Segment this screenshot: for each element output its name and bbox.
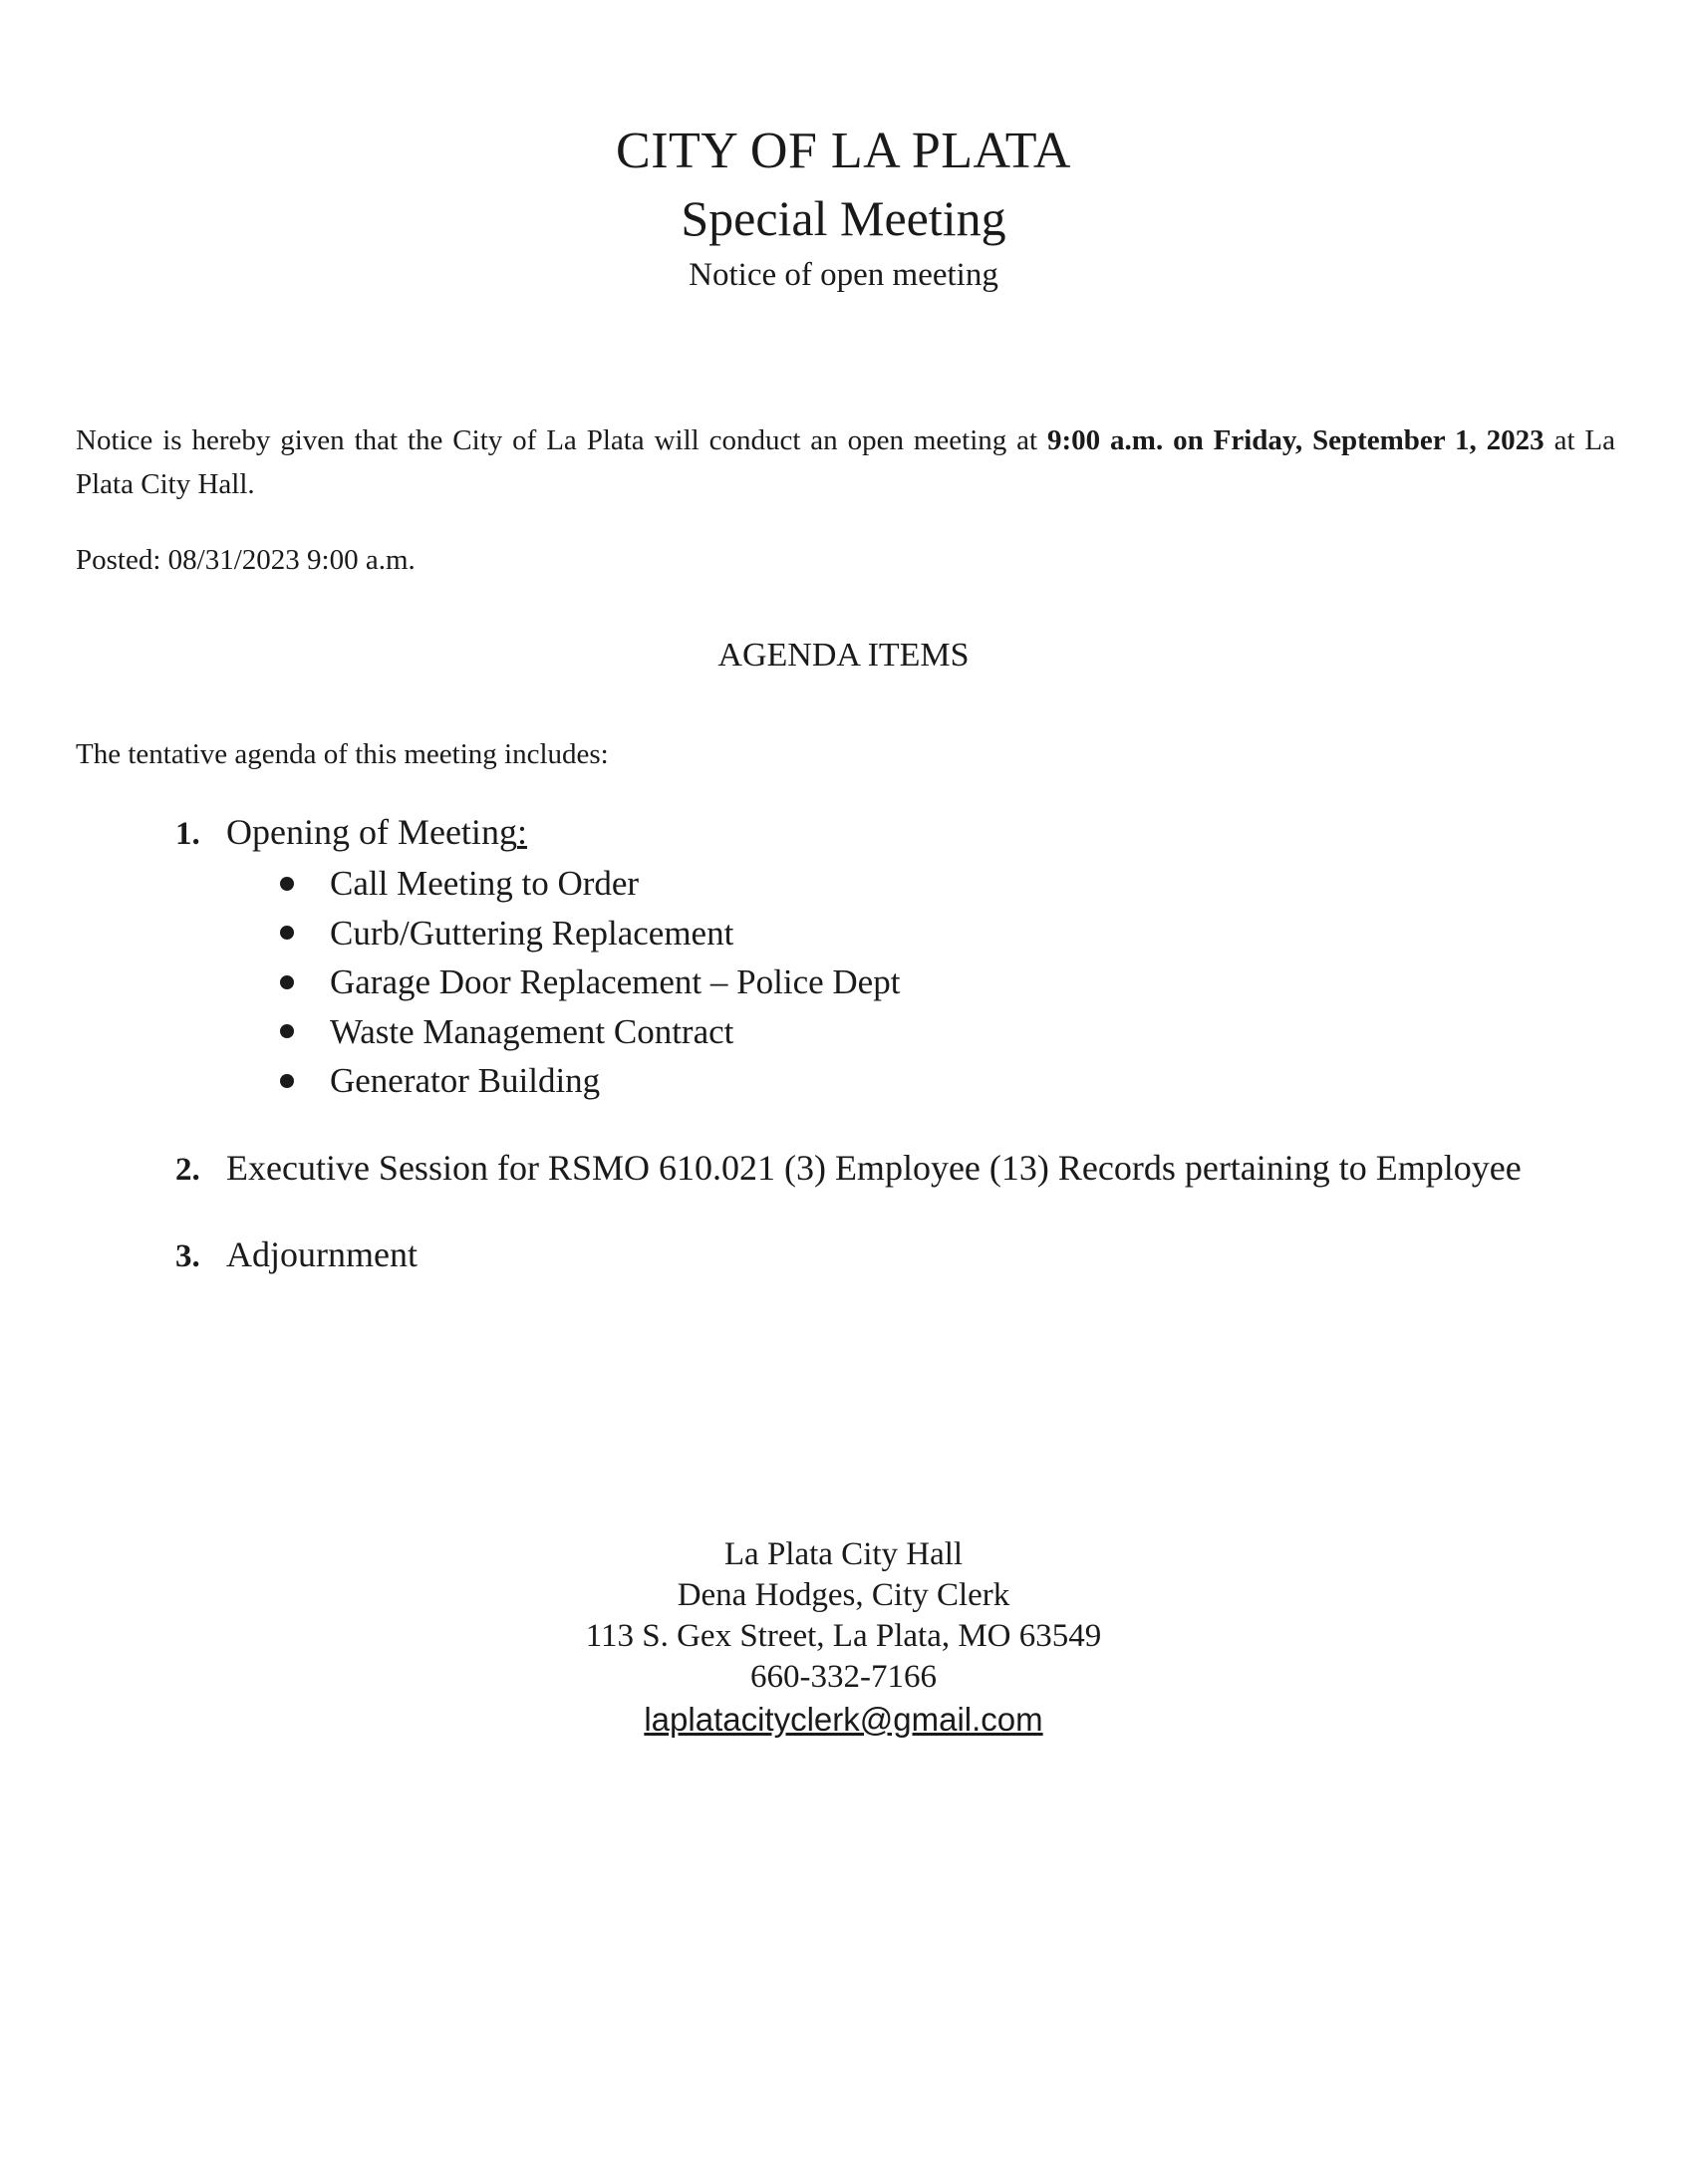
notice-label: Notice of open meeting — [689, 257, 998, 293]
agenda-item — [175, 807, 1650, 859]
agenda-subitem-text: Waste Management Contract — [330, 1011, 734, 1051]
agenda-item-label: Adjournment — [226, 1233, 418, 1274]
bullet-icon — [280, 877, 294, 891]
agenda-item — [175, 1143, 1650, 1195]
agenda-subitem — [280, 1056, 1650, 1106]
agenda-subitem — [280, 1007, 1650, 1057]
agenda-subitem-text: Generator Building — [330, 1061, 601, 1100]
agenda-subitems — [280, 859, 1650, 1106]
agenda-subitem — [280, 859, 1650, 909]
page-title: CITY OF LA PLATA — [616, 123, 1071, 179]
agenda-subitem-text: Curb/Guttering Replacement — [330, 913, 734, 953]
agenda-intro: The tentative agenda of this meeting includes: — [76, 738, 609, 770]
agenda-item-label — [226, 807, 527, 857]
contact-email-link[interactable]: laplatacityclerk@gmail.com — [644, 1701, 1043, 1738]
agenda-item — [175, 1229, 1650, 1281]
meeting-place: at La Plata City Hall. — [76, 424, 1616, 500]
agenda-item-label: Executive Session for RSMO 610.021 (3) Employee (13) Records pertaining to Employee — [226, 1147, 1522, 1188]
agenda-heading: AGENDA ITEMS — [717, 637, 970, 674]
document-header — [0, 118, 1687, 299]
agenda-list — [175, 807, 1650, 1281]
agenda-subitem — [280, 909, 1650, 958]
contact-place: La Plata City Hall — [723, 1536, 964, 1572]
bullet-icon — [280, 926, 294, 940]
meeting-type: Special Meeting — [681, 190, 1006, 246]
posted-timestamp: Posted: 08/31/2023 9:00 a.m. — [76, 544, 416, 576]
bullet-icon — [280, 1024, 294, 1038]
agenda-item-number: 2. — [175, 1151, 200, 1188]
contact-clerk: Dena Hodges, City Clerk — [677, 1577, 1010, 1613]
agenda-item-number: 1. — [175, 816, 200, 852]
bullet-icon — [280, 975, 294, 989]
agenda-item-number: 3. — [175, 1237, 200, 1274]
agenda-subitem-text: Call Meeting to Order — [330, 864, 640, 903]
agenda-item-text: Opening of Meeting — [226, 812, 517, 852]
notice-paragraph — [76, 418, 1615, 506]
contact-address: 113 S. Gex Street, La Plata, MO 63549 — [585, 1618, 1102, 1654]
contact-block — [0, 1534, 1687, 1742]
agenda-item-suffix: : — [516, 812, 527, 852]
meeting-datetime: 9:00 a.m. on Friday, September 1, 2023 — [1047, 424, 1545, 456]
agenda-subitem-text: Garage Door Replacement – Police Dept — [330, 962, 901, 1001]
contact-phone: 660-332-7166 — [750, 1659, 937, 1695]
agenda-subitem — [280, 957, 1650, 1007]
bullet-icon — [280, 1074, 294, 1088]
notice-intro: Notice is hereby given that the City of La Plata will conduct an open meeting at — [76, 424, 1047, 456]
